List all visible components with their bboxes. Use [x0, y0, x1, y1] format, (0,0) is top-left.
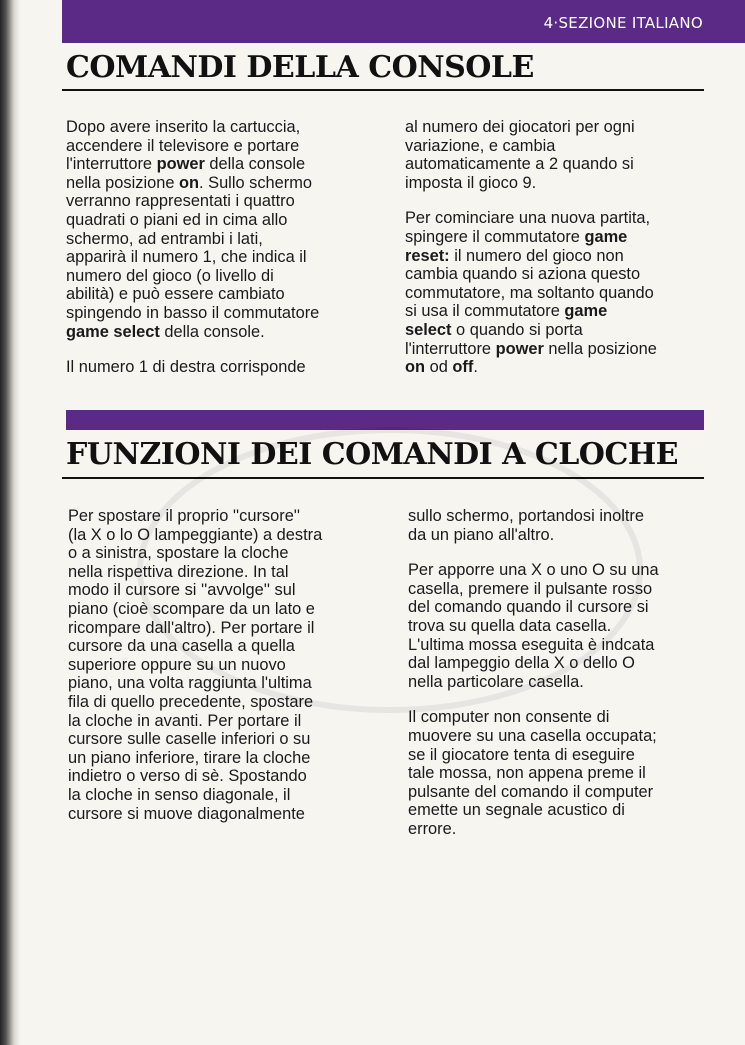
page-binding-edge — [0, 0, 20, 1045]
text-run: della console. — [159, 322, 265, 341]
text-run: o quando si porta l'interruttore — [405, 320, 583, 358]
paragraph — [66, 358, 376, 377]
bold-term: game reset: — [405, 227, 628, 265]
paragraph — [405, 209, 715, 376]
text-run: il numero del gioco non cambia quando si aziona questo commutatore, ma soltanto quando si usa il commutatore — [405, 246, 654, 321]
text-run: sullo schermo, portandosi inoltre da un piano all'altro. — [408, 507, 644, 544]
bold-term: on — [179, 173, 200, 192]
text-run: nella posizione — [548, 339, 657, 358]
bold-term: power — [495, 339, 544, 358]
section-title-console: COMANDI DELLA CONSOLE — [66, 50, 534, 85]
text-run: della console nella posizione — [66, 155, 306, 192]
text-run: . — [473, 358, 478, 377]
paragraph — [408, 561, 718, 691]
section-title-joystick: FUNZIONI DEI COMANDI A CLOCHE — [66, 437, 679, 472]
paragraph — [66, 118, 376, 341]
bold-term: off — [452, 358, 474, 377]
text-run: al numero dei giocatori per ogni variazione, e cambia automaticamente a 2 quando si imposta il gioco 9. — [405, 118, 635, 192]
text-run: Per spostare il proprio ''cursore'' (la X o lo O lampeggiante) a destra o a sinistra, spostare la cloche nella rispettiva direzione. In tal modo il cursore si ''avvolge'' sul piano (cioè scompare da un lato e ricompare dall'altro). Per portare il cursore da una casella a quella superiore oppure su un nuovo piano, una volta raggiunta l'ultima fila di quello precedente, spostare la cloche in avanti. Per portare il cursore sulle caselle inferiori o su un piano inferiore, tirare la cloche indietro o verso di sè. Spostando la cloche in senso diagonale, il cursore si muove diagonalmente — [68, 507, 323, 823]
bold-term: game select — [66, 322, 160, 341]
section-tag: 4·SEZIONE ITALIANO — [543, 14, 703, 32]
console-right-column — [405, 118, 715, 394]
text-run: od — [425, 358, 453, 377]
text-run: Dopo avere inserito la cartuccia, accendere il televisore e portare l'interruttore — [66, 118, 301, 174]
paragraph — [408, 507, 718, 544]
section-divider-band — [66, 410, 704, 430]
text-run: Per cominciare una nuova partita, spingere il commutatore — [405, 209, 651, 246]
title-underline — [62, 89, 704, 91]
header-band — [62, 0, 745, 43]
joystick-right-column — [408, 507, 718, 856]
paragraph — [408, 708, 718, 838]
text-run: . Sullo schermo verranno rappresentati i quattro quadrati o piani ed in cima allo schermo, ad entrambi i lati, apparirà il numero 1, che indica il numero del gioco (o livello di abilità) e può essere cambiato spingendo in basso il commutatore — [66, 173, 320, 322]
paragraph — [405, 118, 715, 192]
bold-term: power — [156, 155, 205, 174]
bold-term: game select — [405, 302, 608, 339]
text-run: Per apporre una X o uno O su una casella, premere il pulsante rosso del comando quando il cursore si trova su quella data casella. L'ultima mossa eseguita è indcata dal lampeggio della X o dello O nella particolare casella. — [408, 561, 659, 691]
text-run: Il numero 1 di destra corrisponde — [66, 358, 306, 377]
console-left-column — [66, 118, 376, 394]
paragraph — [68, 507, 378, 823]
bold-term: on — [405, 358, 426, 377]
joystick-left-column — [68, 507, 378, 840]
text-run: Il computer non consente di muovere su una casella occupata; se il giocatore tenta di eseguire tale mossa, non appena preme il pulsante del comando il computer emette un segnale acustico di errore. — [408, 708, 657, 838]
title-underline — [62, 477, 704, 479]
